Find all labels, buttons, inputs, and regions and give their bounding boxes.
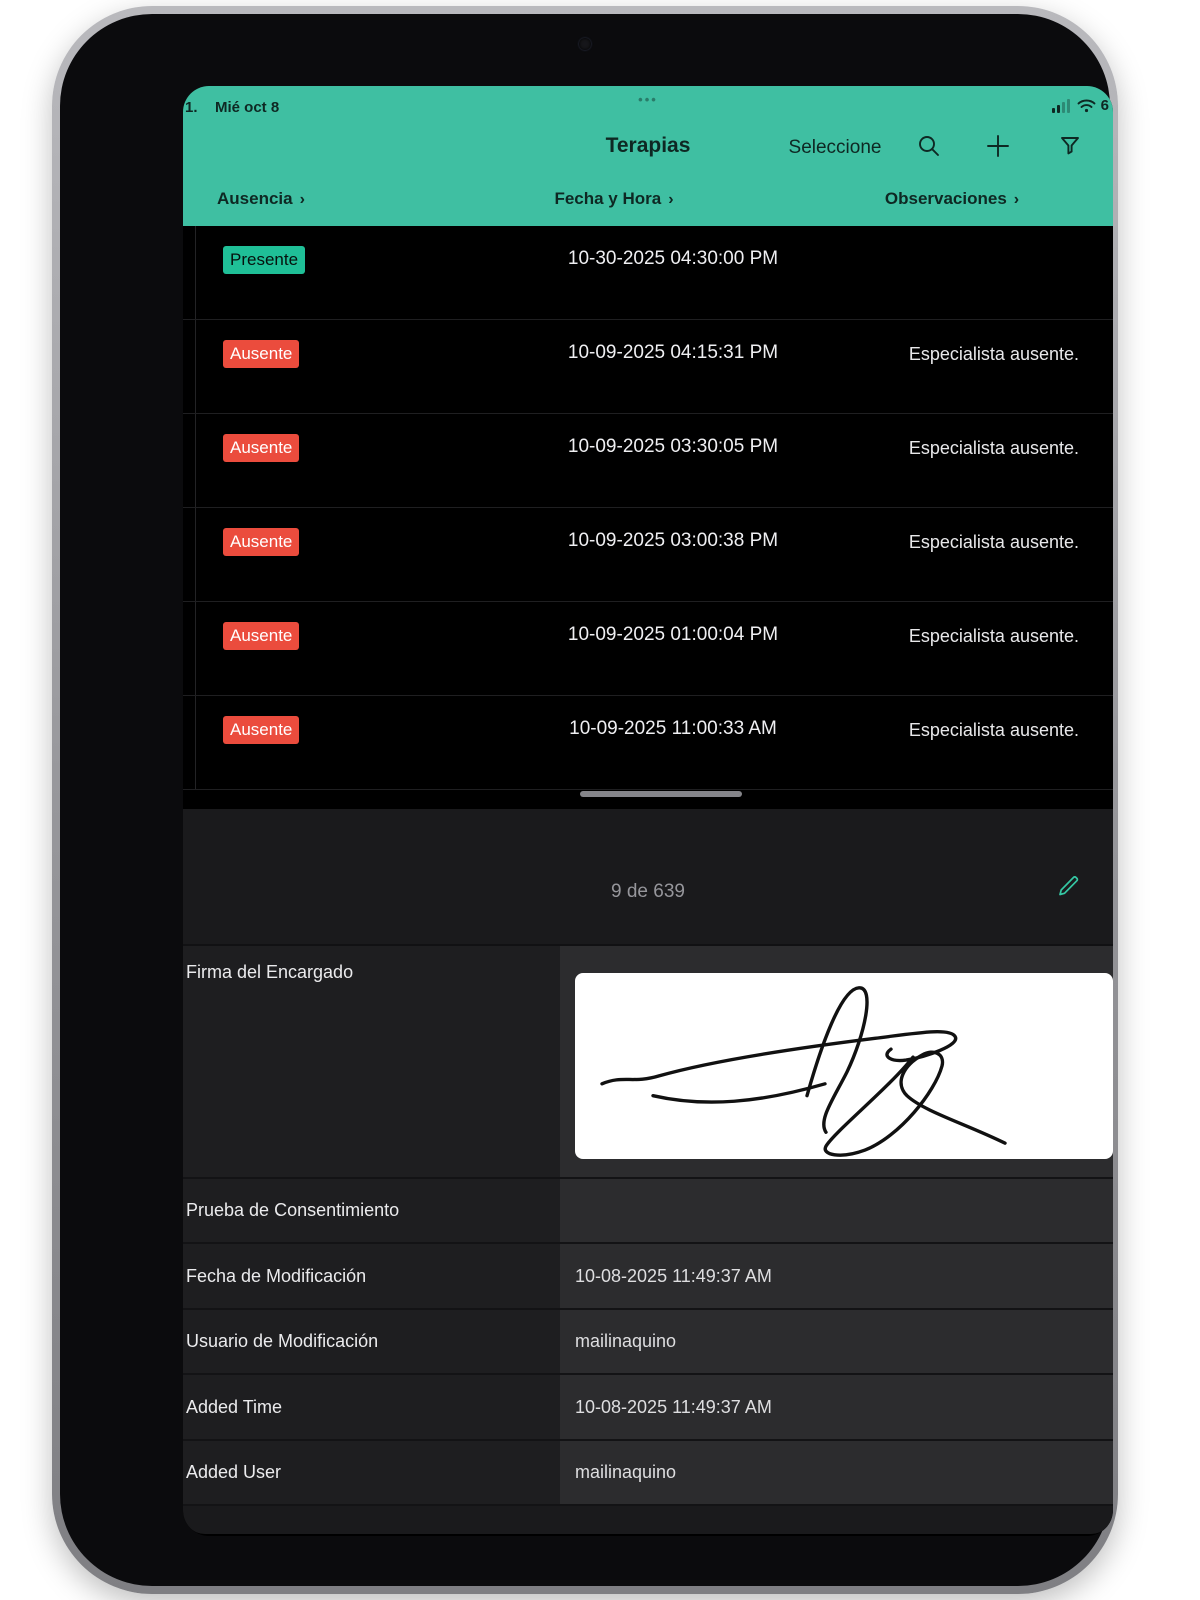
status-badge: Ausente xyxy=(223,622,299,650)
chevron-right-icon: › xyxy=(668,191,674,208)
app-screen xyxy=(183,86,1113,1536)
sheet-drag-handle[interactable] xyxy=(580,791,742,797)
row-datetime: 10-09-2025 01:00:04 PM xyxy=(567,624,779,645)
row-datetime: 10-09-2025 03:00:38 PM xyxy=(567,530,779,551)
field-value xyxy=(560,946,1113,1177)
battery-fragment: 6 xyxy=(1100,97,1109,114)
filter-funnel-icon[interactable] xyxy=(1057,133,1083,159)
chevron-right-icon: › xyxy=(299,191,305,208)
column-header-observaciones[interactable]: Observaciones › xyxy=(884,189,1020,208)
cellular-signal-icon xyxy=(1052,99,1072,113)
table-row[interactable] xyxy=(183,696,1113,790)
record-pager: 9 de 639 xyxy=(611,881,685,902)
wifi-icon xyxy=(1077,99,1096,113)
tablet-device-frame xyxy=(52,6,1118,1594)
field-label: Prueba de Consentimiento xyxy=(183,1179,560,1242)
field-label: Added Time xyxy=(183,1375,560,1439)
select-button[interactable]: Seleccione xyxy=(788,137,882,158)
detail-row-firma xyxy=(183,946,1113,1179)
field-label: Fecha de Modificación xyxy=(183,1244,560,1308)
detail-row-usuario-modificacion xyxy=(183,1310,1113,1375)
row-observation: Especialista ausente. xyxy=(908,720,1079,740)
detail-row-fecha-modificacion xyxy=(183,1244,1113,1310)
chevron-right-icon: › xyxy=(1013,191,1020,208)
table-row[interactable] xyxy=(183,602,1113,696)
field-value: 10-08-2025 11:49:37 AM xyxy=(560,1244,1113,1308)
multitask-dots-icon: ••• xyxy=(638,92,658,107)
records-table xyxy=(183,226,1113,790)
status-badge: Ausente xyxy=(223,434,299,462)
detail-row-prueba xyxy=(183,1179,1113,1244)
field-label: Added User xyxy=(183,1441,560,1504)
table-row[interactable] xyxy=(183,508,1113,602)
field-label: Firma del Encargado xyxy=(183,946,560,1177)
tablet-bezel xyxy=(60,14,1110,1586)
row-observation: Especialista ausente. xyxy=(908,626,1079,646)
column-header-ausencia[interactable]: Ausencia › xyxy=(217,189,305,208)
row-observation: Especialista ausente. xyxy=(908,438,1079,458)
record-detail-sheet xyxy=(183,809,1113,1534)
front-camera xyxy=(579,38,591,50)
row-datetime: 10-30-2025 04:30:00 PM xyxy=(567,248,779,269)
edit-pencil-icon[interactable] xyxy=(1055,871,1083,899)
field-label: Usuario de Modificación xyxy=(183,1310,560,1373)
status-badge: Ausente xyxy=(223,528,299,556)
search-icon[interactable] xyxy=(916,133,942,159)
app-header xyxy=(183,86,1113,226)
table-row[interactable] xyxy=(183,226,1113,320)
detail-row-added-time xyxy=(183,1375,1113,1441)
statusbar-time-fragment: 1. xyxy=(185,99,198,116)
row-observation: Especialista ausente. xyxy=(908,344,1079,364)
page-title: Terapias xyxy=(605,134,691,157)
field-value xyxy=(560,1179,1113,1242)
row-observation: Especialista ausente. xyxy=(908,532,1079,552)
field-value: mailinaquino xyxy=(560,1441,1113,1504)
statusbar-date: Mié oct 8 xyxy=(215,99,280,116)
table-row[interactable] xyxy=(183,414,1113,508)
row-datetime: 10-09-2025 03:30:05 PM xyxy=(567,436,779,457)
signature-scribble xyxy=(575,973,1113,1159)
status-badge: Ausente xyxy=(223,716,299,744)
row-datetime: 10-09-2025 11:00:33 AM xyxy=(569,718,777,739)
status-badge: Ausente xyxy=(223,340,299,368)
detail-fields-table xyxy=(183,944,1113,1506)
field-value: 10-08-2025 11:49:37 AM xyxy=(560,1375,1113,1439)
signature-image[interactable] xyxy=(575,973,1113,1159)
status-badge: Presente xyxy=(223,246,305,274)
add-icon[interactable] xyxy=(985,133,1011,159)
column-header-fecha-y-hora[interactable]: Fecha y Hora › xyxy=(554,189,674,208)
table-row[interactable] xyxy=(183,320,1113,414)
row-datetime: 10-09-2025 04:15:31 PM xyxy=(567,342,779,363)
field-value: mailinaquino xyxy=(560,1310,1113,1373)
detail-row-added-user xyxy=(183,1441,1113,1506)
